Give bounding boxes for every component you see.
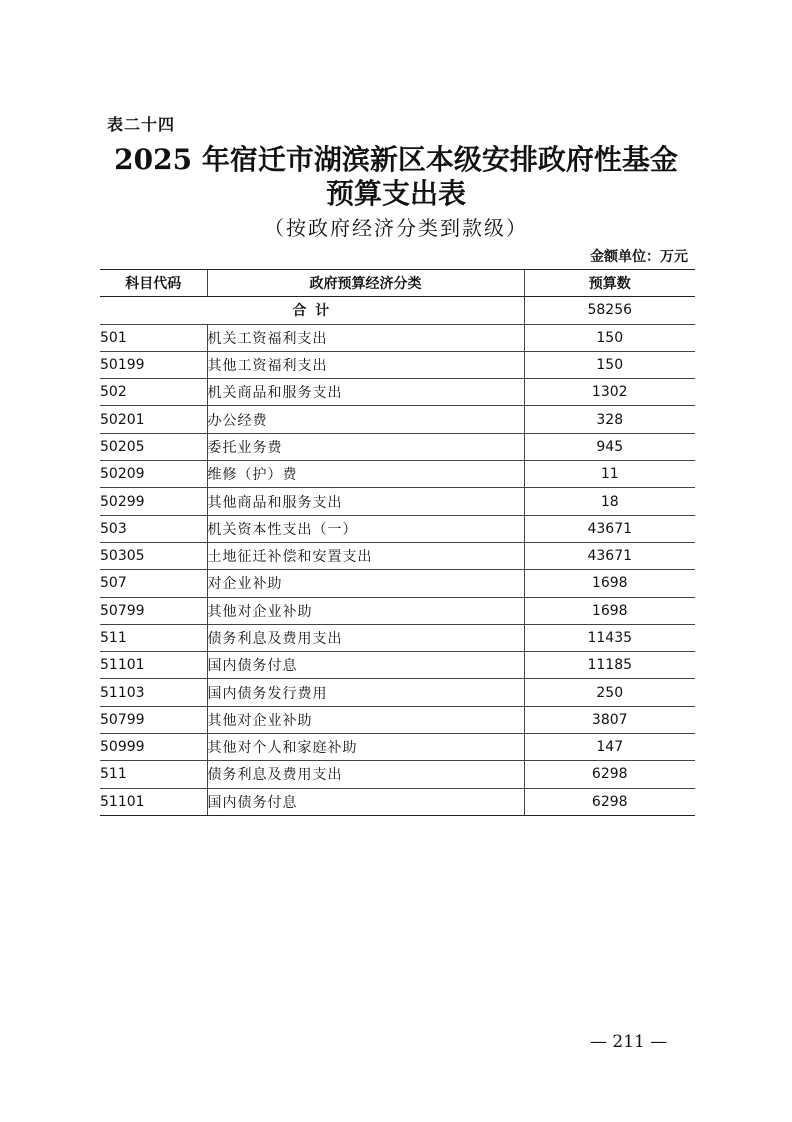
- table-row: [100, 351, 695, 378]
- subject-code: 50799: [100, 597, 207, 624]
- economic-category: 其他工资福利支出: [207, 351, 524, 378]
- subject-code: 50305: [100, 542, 207, 569]
- economic-category: 其他商品和服务支出: [207, 488, 524, 515]
- budget-amount: 11185: [524, 652, 695, 679]
- table-row: [100, 734, 695, 761]
- subject-code: 507: [100, 570, 207, 597]
- table-row: [100, 652, 695, 679]
- economic-category: 国内债务付息: [207, 788, 524, 815]
- page-number: — 211 —: [590, 1032, 668, 1052]
- total-row: [100, 297, 695, 324]
- table-label: 表二十四: [107, 115, 176, 134]
- page-subtitle: （按政府经济分类到款级）: [264, 216, 528, 240]
- column-header-category: 政府预算经济分类: [207, 270, 524, 297]
- economic-category: 债务利息及费用支出: [207, 624, 524, 651]
- subject-code: 501: [100, 324, 207, 351]
- subject-code: 511: [100, 624, 207, 651]
- table-row: [100, 406, 695, 433]
- table-row: [100, 624, 695, 651]
- table-row: [100, 433, 695, 460]
- column-header-amount: 预算数: [524, 270, 695, 297]
- budget-amount: 150: [524, 324, 695, 351]
- subject-code: 511: [100, 761, 207, 788]
- budget-amount: 1698: [524, 570, 695, 597]
- budget-amount: 11435: [524, 624, 695, 651]
- subject-code: 503: [100, 515, 207, 542]
- budget-amount: 43671: [524, 542, 695, 569]
- table-row: [100, 761, 695, 788]
- budget-amount: 11: [524, 461, 695, 488]
- subject-code: 50205: [100, 433, 207, 460]
- subject-code: 50199: [100, 351, 207, 378]
- budget-amount: 43671: [524, 515, 695, 542]
- economic-category: 其他对个人和家庭补助: [207, 734, 524, 761]
- economic-category: 国内债务付息: [207, 652, 524, 679]
- column-header-code: 科目代码: [100, 270, 207, 297]
- economic-category: 维修（护）费: [207, 461, 524, 488]
- total-amount: 58256: [524, 297, 695, 324]
- table-row: [100, 570, 695, 597]
- table-row: [100, 515, 695, 542]
- economic-category: 机关资本性支出（一）: [207, 515, 524, 542]
- budget-amount: 250: [524, 679, 695, 706]
- economic-category: 其他对企业补助: [207, 706, 524, 733]
- budget-amount: 147: [524, 734, 695, 761]
- table-row: [100, 461, 695, 488]
- budget-amount: 3807: [524, 706, 695, 733]
- table-row: [100, 324, 695, 351]
- budget-amount: 328: [524, 406, 695, 433]
- budget-amount: 6298: [524, 761, 695, 788]
- subject-code: 50201: [100, 406, 207, 433]
- table-row: [100, 379, 695, 406]
- table-row: [100, 679, 695, 706]
- economic-category: 办公经费: [207, 406, 524, 433]
- budget-amount: 1302: [524, 379, 695, 406]
- unit-label: 金额单位：万元: [590, 249, 688, 265]
- subject-code: 50299: [100, 488, 207, 515]
- page-title: 2025 年宿迁市湖滨新区本级安排政府性基金: [114, 143, 678, 176]
- budget-amount: 150: [524, 351, 695, 378]
- budget-amount: 6298: [524, 788, 695, 815]
- budget-amount: 1698: [524, 597, 695, 624]
- economic-category: 债务利息及费用支出: [207, 761, 524, 788]
- economic-category: 委托业务费: [207, 433, 524, 460]
- budget-table: [100, 269, 695, 816]
- economic-category: 国内债务发行费用: [207, 679, 524, 706]
- subject-code: 502: [100, 379, 207, 406]
- table-row: [100, 597, 695, 624]
- table-row: [100, 488, 695, 515]
- table-row: [100, 706, 695, 733]
- subject-code: 50999: [100, 734, 207, 761]
- subject-code: 50799: [100, 706, 207, 733]
- subject-code: 51101: [100, 788, 207, 815]
- page-title-line2: 预算支出表: [325, 177, 466, 210]
- economic-category: 其他对企业补助: [207, 597, 524, 624]
- budget-amount: 18: [524, 488, 695, 515]
- subject-code: 50209: [100, 461, 207, 488]
- table-header-row: [100, 270, 695, 297]
- subject-code: 51103: [100, 679, 207, 706]
- subject-code: 51101: [100, 652, 207, 679]
- economic-category: 对企业补助: [207, 570, 524, 597]
- economic-category: 机关工资福利支出: [207, 324, 524, 351]
- economic-category: 土地征迁补偿和安置支出: [207, 542, 524, 569]
- total-label: 合 计: [100, 297, 524, 324]
- budget-amount: 945: [524, 433, 695, 460]
- table-row: [100, 788, 695, 815]
- economic-category: 机关商品和服务支出: [207, 379, 524, 406]
- table-row: [100, 542, 695, 569]
